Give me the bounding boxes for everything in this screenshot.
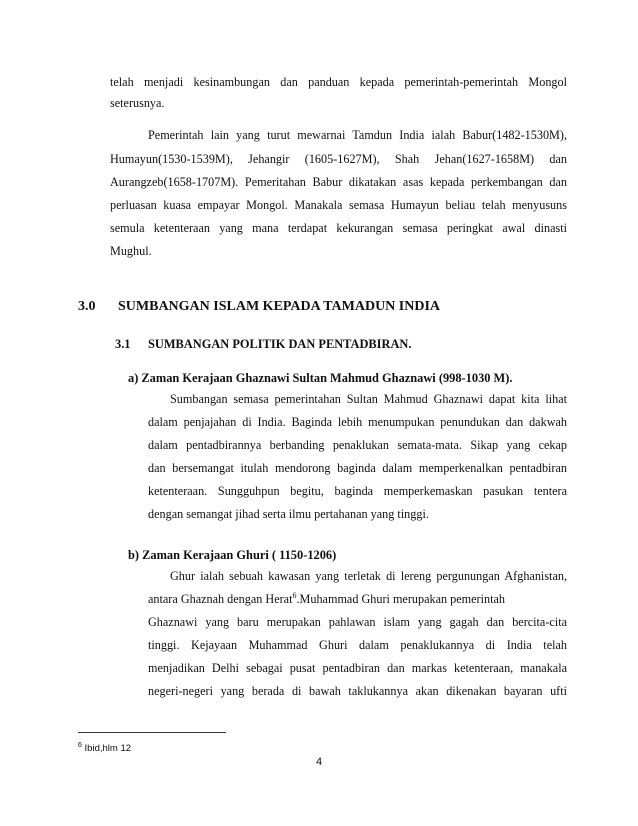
subsection-title: SUMBANGAN POLITIK DAN PENTADBIRAN. bbox=[148, 337, 412, 351]
page-number: 4 bbox=[315, 756, 323, 768]
paragraph-line: Humayun(1530-1539M), Jehangir (1605-1627M), Shah Jehan(1627-1658M) dan bbox=[110, 152, 567, 166]
item-b-line: tinggi. Kejayaan Muhammad Ghuri dalam penaklukannya di India telah bbox=[148, 638, 567, 652]
footnote-text: Ibid,hlm 12 bbox=[84, 743, 132, 755]
item-a-line: Sumbangan semasa pemerintahan Sultan Mahmud Ghaznawi dapat kita lihat bbox=[170, 392, 567, 406]
item-b-heading: b) Zaman Kerajaan Ghuri ( 1150-1206) bbox=[128, 548, 337, 562]
item-a-line: dalam pentadbirannya berbanding penaklukan semata-mata. Sikap yang cekap bbox=[148, 438, 567, 452]
footnote bbox=[78, 742, 131, 754]
footnote-divider bbox=[78, 732, 226, 733]
paragraph-line: perluasan kuasa empayar Mongol. Manakala semasa Humayun beliau telah menyusuns bbox=[110, 198, 567, 212]
subsection-number: 3.1 bbox=[115, 337, 131, 351]
intro-line-1: telah menjadi kesinambungan dan panduan kepada pemerintah-pemerintah Mongol bbox=[110, 75, 567, 89]
paragraph-line: semula ketenteraan yang mana terdapat kekurangan semasa peringkat awal dinasti bbox=[110, 221, 567, 235]
item-a-line: dengan semangat jihad serta ilmu pertahanan yang tinggi. bbox=[148, 507, 429, 521]
item-a-line: dan bersemangat itulah mendorong baginda dalam memperkenalkan pentadbiran bbox=[148, 461, 567, 475]
item-b-line: menjadikan Delhi sebagai pusat pentadbiran dan markas ketenteraan, manakala bbox=[148, 661, 567, 675]
item-b-line: Ghur ialah sebuah kawasan yang terletak di lereng pergunungan Afghanistan, bbox=[170, 569, 567, 583]
item-a-line: ketenteraan. Sungguhpun begitu, baginda memperkemaskan pasukan tentera bbox=[148, 484, 567, 498]
section-number: 3.0 bbox=[78, 299, 96, 314]
item-a-heading: a) Zaman Kerajaan Ghaznawi Sultan Mahmud Ghaznawi (998-1030 M). bbox=[128, 371, 513, 385]
item-b-line-with-ref bbox=[148, 591, 567, 607]
footnote-reference[interactable]: 6 bbox=[292, 590, 297, 600]
item-b-line: Ghaznawi yang baru merupakan pahlawan islam yang gagah dan bercita-cita bbox=[148, 615, 567, 629]
item-a-line: dalam penjajahan di India. Baginda lebih menumpukan penundukan dan dakwah bbox=[148, 415, 567, 429]
section-title: SUMBANGAN ISLAM KEPADA TAMADUN INDIA bbox=[118, 299, 441, 314]
paragraph-line: Pemerintah lain yang turut mewarnai Tamdun India ialah Babur(1482-1530M), bbox=[148, 128, 567, 142]
paragraph-line: Mughul. bbox=[110, 244, 152, 258]
item-b-line: negeri-negeri yang berada di bawah taklukannya akan dikenakan bayaran ufti bbox=[148, 684, 567, 698]
intro-line-2: seterusnya. bbox=[110, 96, 165, 110]
footnote-marker: 6 bbox=[78, 742, 82, 749]
paragraph-line: Aurangzeb(1658-1707M). Pemeritahan Babur dikatakan asas kepada perkembangan dan bbox=[110, 175, 567, 189]
item-b-line-2-pre: antara Ghaznah dengan Herat$^6$.Muhammad Ghuri merupakan pemerintah bbox=[148, 590, 505, 606]
